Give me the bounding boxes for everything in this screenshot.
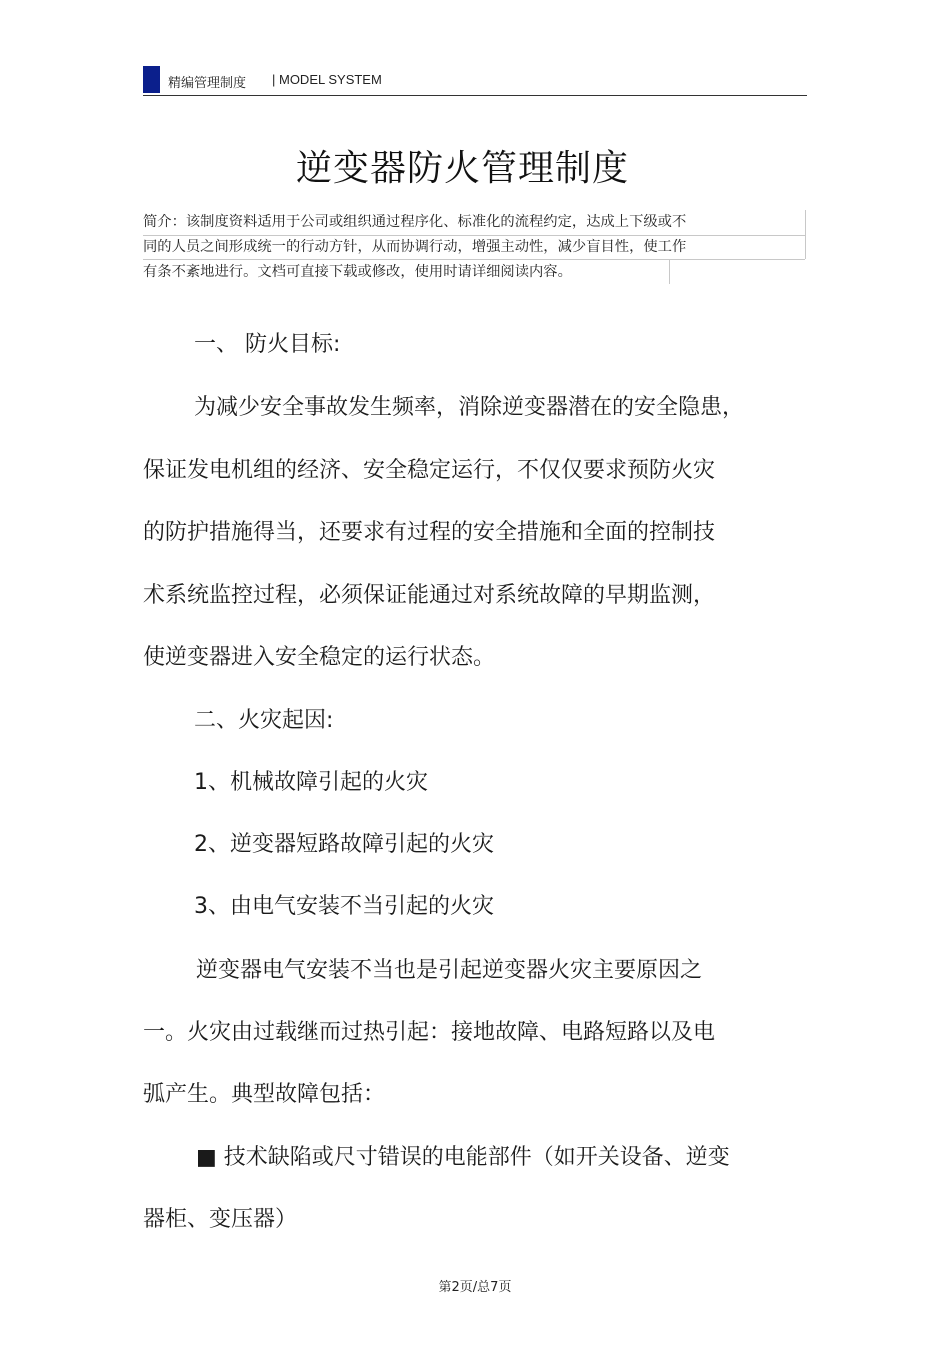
header-brand: 精编管理制度 bbox=[168, 76, 247, 91]
intro-line: 同的人员之间形成统一的行动方针，从而协调行动，增强主动性，减少盲目性，使工作 bbox=[143, 239, 687, 255]
document-title: 逆变器防火管理制度 bbox=[295, 148, 629, 189]
page-header bbox=[143, 66, 807, 96]
list-item: 1、机械故障引起的火灾 bbox=[194, 770, 428, 795]
paragraph-line: 为减少安全事故发生频率，消除逆变器潜在的安全隐患， bbox=[194, 395, 745, 420]
paragraph-line: 器柜、变压器） bbox=[143, 1207, 298, 1232]
paragraph-line: 术系统监控过程，必须保证能通过对系统故障的早期监测， bbox=[143, 583, 716, 608]
intro-divider bbox=[143, 259, 805, 260]
paragraph-line: 使逆变器进入安全稳定的运行状态。 bbox=[143, 645, 496, 670]
header-model-label: | MODEL SYSTEM bbox=[272, 72, 382, 87]
page-number: 第2页/总7页 bbox=[438, 1280, 512, 1295]
logo-icon bbox=[143, 66, 160, 93]
bullet-item: ■ 技术缺陷或尺寸错误的电能部件（如开关设备、逆变 bbox=[196, 1145, 730, 1170]
intro-divider bbox=[143, 235, 805, 236]
paragraph-line: 一。火灾由过载继而过热引起：接地故障、电路短路以及电 bbox=[143, 1020, 716, 1045]
section-heading: 二、火灾起因: bbox=[194, 708, 334, 733]
section-heading: 一、 防火目标: bbox=[194, 332, 341, 357]
intro-box bbox=[143, 210, 805, 282]
paragraph-line: 弧产生。典型故障包括： bbox=[143, 1082, 386, 1107]
intro-border bbox=[805, 210, 806, 259]
intro-line: 有条不紊地进行。文档可直接下载或修改，使用时请详细阅读内容。 bbox=[143, 264, 572, 280]
list-item: 2、逆变器短路故障引起的火灾 bbox=[194, 832, 494, 857]
paragraph-line: 保证发电机组的经济、安全稳定运行，不仅仅要求预防火灾 bbox=[143, 458, 716, 483]
intro-border bbox=[669, 260, 670, 284]
paragraph-line: 逆变器电气安装不当也是引起逆变器火灾主要原因之 bbox=[196, 958, 703, 983]
intro-line: 简介：该制度资料适用于公司或组织通过程序化、标准化的流程约定，达成上下级或不 bbox=[143, 214, 687, 230]
paragraph-line: 的防护措施得当，还要求有过程的安全措施和全面的控制技 bbox=[143, 520, 716, 545]
list-item: 3、由电气安装不当引起的火灾 bbox=[194, 894, 494, 919]
